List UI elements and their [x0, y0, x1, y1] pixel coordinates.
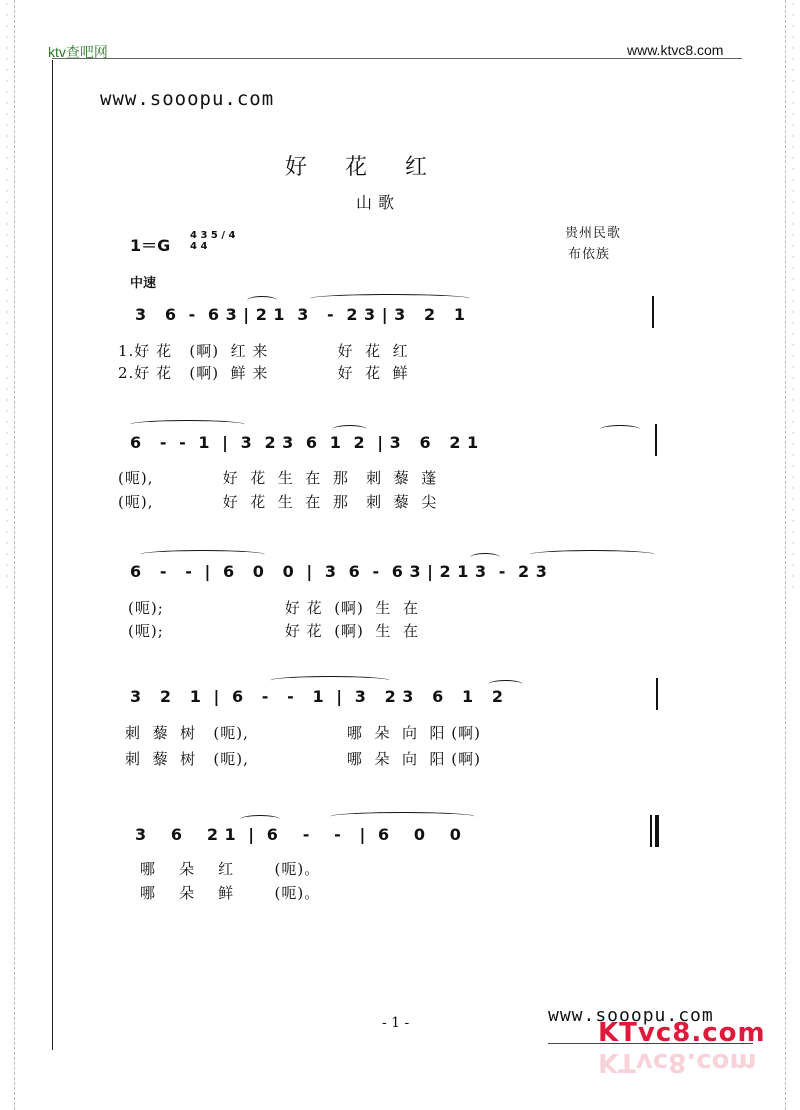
edge-watermark-glyph: · — [791, 110, 795, 120]
edge-watermark-glyph: · — [791, 528, 795, 538]
edge-watermark-glyph: · — [791, 583, 795, 593]
edge-watermark-glyph: · — [791, 176, 795, 186]
edge-watermark-glyph: · — [5, 110, 9, 120]
edge-watermark-glyph: · — [791, 88, 795, 98]
barline — [655, 424, 657, 456]
edge-watermark-glyph: · — [5, 352, 9, 362]
barline — [656, 678, 658, 710]
edge-watermark-glyph: · — [5, 319, 9, 329]
edge-watermark-glyph: · — [5, 198, 9, 208]
edge-watermark-glyph: · — [791, 572, 795, 582]
edge-watermark-glyph: · — [791, 275, 795, 285]
edge-watermark-glyph: · — [5, 473, 9, 483]
edge-watermark-glyph: · — [791, 286, 795, 296]
ktvc8-logo: KTvc8.com — [598, 1018, 766, 1048]
edge-watermark-glyph: · — [791, 352, 795, 362]
lyric-system-5-verse-1: 哪 朵 红 (呃)。 — [140, 860, 321, 878]
edge-watermark-glyph: · — [5, 506, 9, 516]
lyric-system-3-verse-1: (呃); 好 花 (啊) 生 在 — [128, 599, 419, 617]
slur — [270, 676, 390, 685]
slur — [240, 815, 280, 824]
edge-watermark-glyph: · — [791, 341, 795, 351]
edge-watermark-glyph: · — [5, 330, 9, 340]
edge-watermark-glyph: · — [791, 396, 795, 406]
edge-watermark-glyph: · — [5, 11, 9, 21]
edge-watermark-glyph: · — [791, 66, 795, 76]
edge-watermark-glyph: · — [5, 429, 9, 439]
edge-watermark-glyph: · — [5, 242, 9, 252]
time-signatures: 4 3 5 / 4 4 4 — [190, 230, 236, 252]
edge-watermark-glyph: · — [791, 44, 795, 54]
edge-watermark-glyph: · — [5, 264, 9, 274]
final-barline-thin — [650, 815, 652, 847]
right-watermark-strip — [785, 0, 800, 1110]
edge-watermark-glyph: · — [791, 308, 795, 318]
edge-watermark-glyph: · — [791, 374, 795, 384]
edge-watermark-glyph: · — [791, 198, 795, 208]
page-number: - 1 - — [382, 1015, 410, 1031]
edge-watermark-glyph: · — [5, 550, 9, 560]
edge-watermark-glyph: · — [5, 275, 9, 285]
edge-watermark-glyph: · — [791, 165, 795, 175]
edge-watermark-glyph: · — [791, 539, 795, 549]
edge-watermark-glyph: · — [791, 154, 795, 164]
edge-watermark-glyph: · — [5, 385, 9, 395]
slur — [470, 553, 500, 562]
lyric-system-2-verse-2: (呃), 好 花 生 在 那 刺 藜 尖 — [118, 493, 438, 511]
edge-watermark-glyph: · — [791, 187, 795, 197]
edge-watermark-glyph: · — [5, 22, 9, 32]
edge-watermark-glyph: · — [791, 363, 795, 373]
site-name-left: ktv查吧网 — [48, 44, 108, 60]
edge-watermark-glyph: · — [791, 253, 795, 263]
lyric-system-3-verse-2: (呃); 好 花 (啊) 生 在 — [128, 622, 419, 640]
edge-watermark-glyph: · — [5, 297, 9, 307]
edge-watermark-glyph: · — [791, 385, 795, 395]
edge-watermark-glyph: · — [5, 253, 9, 263]
edge-watermark-glyph: · — [5, 99, 9, 109]
edge-watermark-glyph: · — [5, 88, 9, 98]
slur — [330, 812, 475, 821]
slur — [530, 550, 655, 559]
slur — [130, 420, 245, 429]
edge-watermark-glyph: · — [791, 11, 795, 21]
edge-watermark-glyph: · — [791, 0, 795, 10]
edge-watermark-glyph: · — [5, 143, 9, 153]
edge-watermark-glyph: · — [5, 209, 9, 219]
edge-watermark-glyph: · — [791, 517, 795, 527]
edge-watermark-glyph: · — [5, 121, 9, 131]
edge-watermark-glyph: · — [5, 165, 9, 175]
edge-watermark-glyph: · — [5, 154, 9, 164]
slur — [332, 425, 367, 434]
edge-watermark-glyph: · — [5, 407, 9, 417]
lyric-system-4-verse-1: 刺 藜 树 (呃), 哪 朵 向 阳 (啊) — [125, 724, 481, 742]
lyric-system-1-verse-1: 1.好 花 (啊) 红 来 好 花 红 — [118, 342, 409, 360]
song-title: 好花红 — [285, 155, 466, 180]
edge-watermark-glyph: · — [5, 55, 9, 65]
edge-watermark-glyph: · — [791, 132, 795, 142]
lyric-system-5-verse-2: 哪 朵 鲜 (呃)。 — [140, 884, 321, 902]
edge-watermark-glyph: · — [791, 264, 795, 274]
edge-watermark-glyph: · — [791, 561, 795, 571]
notes-system-5: 3 6 2 1 | 6 - - | 6 0 0 — [135, 825, 462, 844]
edge-watermark-glyph: · — [5, 231, 9, 241]
edge-watermark-glyph: · — [791, 506, 795, 516]
edge-watermark-glyph: · — [5, 363, 9, 373]
final-barline-thick — [655, 815, 659, 847]
ktvc8-logo-reflection: KTvc8.com — [598, 1047, 757, 1077]
edge-watermark-glyph: · — [5, 484, 9, 494]
edge-watermark-glyph: · — [5, 539, 9, 549]
edge-watermark-glyph: · — [5, 132, 9, 142]
edge-watermark-glyph: · — [5, 220, 9, 230]
edge-watermark-glyph: · — [791, 209, 795, 219]
slur — [140, 550, 265, 559]
edge-watermark-glyph: · — [791, 440, 795, 450]
edge-watermark-glyph: · — [791, 220, 795, 230]
lyric-system-4-verse-2: 刺 藜 树 (呃), 哪 朵 向 阳 (啊) — [125, 750, 481, 768]
site-name-right: www.ktvc8.com — [627, 42, 724, 58]
edge-watermark-glyph: · — [5, 495, 9, 505]
footer-url: www.sooopu.com — [548, 1005, 714, 1026]
slur — [310, 294, 470, 303]
edge-watermark-glyph: · — [791, 484, 795, 494]
edge-watermark-glyph: · — [5, 583, 9, 593]
page-frame-left — [52, 60, 53, 1050]
watermark-url: www.sooopu.com — [100, 88, 275, 110]
edge-watermark-glyph: · — [5, 66, 9, 76]
edge-watermark-glyph: · — [5, 0, 9, 10]
slur — [247, 296, 277, 305]
edge-watermark-glyph: · — [5, 308, 9, 318]
edge-watermark-glyph: · — [791, 297, 795, 307]
slur — [488, 680, 523, 689]
edge-watermark-glyph: · — [791, 451, 795, 461]
edge-watermark-glyph: · — [791, 330, 795, 340]
edge-watermark-glyph: · — [5, 77, 9, 87]
edge-watermark-glyph: · — [791, 462, 795, 472]
edge-watermark-glyph: · — [791, 77, 795, 87]
edge-watermark-glyph: · — [5, 418, 9, 428]
barline — [652, 296, 654, 328]
edge-watermark-glyph: · — [791, 33, 795, 43]
edge-watermark-glyph: · — [791, 99, 795, 109]
lyric-system-2-verse-1: (呃), 好 花 生 在 那 刺 藜 蓬 — [118, 469, 438, 487]
edge-watermark-glyph: · — [5, 176, 9, 186]
edge-watermark-glyph: · — [5, 572, 9, 582]
notes-system-3: 6 - - | 6 0 0 | 3 6 - 6 3 | 2 1 3 - 2 3 — [130, 562, 548, 581]
song-ethnicity: 布依族 — [568, 247, 611, 262]
edge-watermark-glyph: · — [791, 550, 795, 560]
edge-watermark-glyph: · — [791, 22, 795, 32]
edge-watermark-glyph: · — [791, 242, 795, 252]
edge-watermark-glyph: · — [5, 341, 9, 351]
song-origin: 贵州民歌 — [565, 226, 622, 241]
tempo-marking: 中速 — [130, 276, 157, 291]
edge-watermark-glyph: · — [791, 495, 795, 505]
edge-watermark-glyph: · — [791, 418, 795, 428]
slur — [600, 425, 640, 434]
edge-watermark-glyph: · — [791, 429, 795, 439]
edge-watermark-glyph: · — [5, 451, 9, 461]
lyric-system-1-verse-2: 2.好 花 (啊) 鲜 来 好 花 鲜 — [118, 364, 409, 382]
edge-watermark-glyph: · — [791, 231, 795, 241]
edge-watermark-glyph: · — [791, 319, 795, 329]
edge-watermark-glyph: · — [791, 121, 795, 131]
edge-watermark-glyph: · — [5, 561, 9, 571]
edge-watermark-glyph: · — [5, 374, 9, 384]
key-signature: 1＝G — [130, 236, 171, 255]
song-subtitle: 山歌 — [356, 193, 401, 212]
notes-system-2: 6 - - 1 | 3 2 3 6 1 2 | 3 6 2 1 — [130, 433, 479, 452]
left-watermark-strip — [0, 0, 15, 1110]
edge-watermark-glyph: · — [5, 33, 9, 43]
edge-watermark-glyph: · — [5, 44, 9, 54]
edge-watermark-glyph: · — [5, 396, 9, 406]
edge-watermark-glyph: · — [5, 286, 9, 296]
edge-watermark-glyph: · — [791, 473, 795, 483]
header-rule — [52, 58, 742, 59]
edge-watermark-glyph: · — [791, 143, 795, 153]
notes-system-4: 3 2 1 | 6 - - 1 | 3 2 3 6 1 2 — [130, 687, 504, 706]
edge-watermark-glyph: · — [791, 407, 795, 417]
notes-system-1: 3 6 - 6 3 | 2 1 3 - 2 3 | 3 2 1 — [135, 305, 466, 324]
edge-watermark-glyph: · — [5, 528, 9, 538]
edge-watermark-glyph: · — [791, 55, 795, 65]
edge-watermark-glyph: · — [5, 462, 9, 472]
edge-watermark-glyph: · — [5, 187, 9, 197]
edge-watermark-glyph: · — [5, 440, 9, 450]
edge-watermark-glyph: · — [5, 517, 9, 527]
